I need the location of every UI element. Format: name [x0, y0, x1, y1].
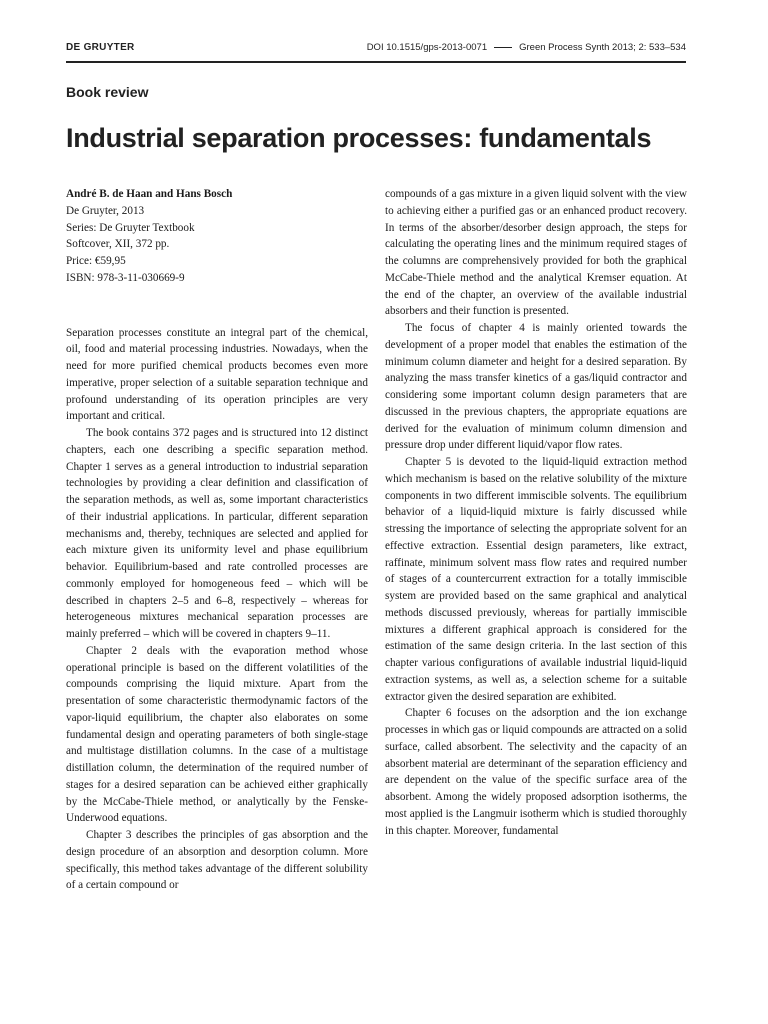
body-paragraph: The focus of chapter 4 is mainly oriented towards the development of a proper model that enables the estimation of the minimum column diameter and height for a desired separation. By analyzing the mass transfer kinetics of a gas/liquid contractor and considering some important column design parameters that are discussed in the previous chapters, the appropriate equations are derived for the evaluation of minimum column dimension and pressure drop under different liquid/vapor flow rates. — [385, 322, 687, 452]
book-authors: André B. de Haan and Hans Bosch — [66, 188, 233, 200]
book-metadata — [66, 186, 368, 287]
citation-info — [367, 42, 686, 53]
publisher-name: DE GRUYTER — [66, 42, 135, 53]
book-isbn: ISBN: 978-3-11-030669-9 — [66, 271, 185, 284]
book-price: Price: €59,95 — [66, 255, 126, 267]
body-paragraph: Chapter 6 focuses on the adsorption and the ion exchange processes in which gas or liquid compounds are attracted on a solid surface, called absorbent. The selectivity and the capacity of an absorbent material are determinant of the separation efficiency and are dependent on the value of the specific surface area of the absorbent. Among the widely proposed adsorption isotherms, the most applied is the Langmuir isotherm which is studied thoroughly in this chapter. Moreover, fundamental — [385, 707, 687, 837]
doi: DOI 10.1515/gps-2013-0071 — [366, 42, 488, 53]
body-paragraph: Chapter 5 is devoted to the liquid-liquid extraction method which mechanism is based on the relative solubility of the mixture components in two different immiscible solvents. The equilibrium behavior of a liquid-liquid mixture is fairly discussed while stressing the importance of selecting the appropriate solvent for an effective extraction. Essential design parameters, like extract, raffinate, minimum solvent mass flow rates and required number of stages of a countercurrent extraction for a totally immiscible system are provided based on the same graphical and analytical methods discussed previously, whereas for partially immiscible mixtures a different graphical approach is considered for the estimation of the same design criteria. In the last section of this chapter various configurations of available industrial liquid-liquid extraction systems, as well as, a selection scheme for a suitable extractor given the desired separation are exhibited. — [385, 456, 687, 703]
body-paragraph: Chapter 3 describes the principles of gas absorption and the design procedure of an absorption and desorption column. More specifically, this method takes advantage of the different solubility of a certain compound or — [66, 829, 368, 892]
body-paragraph: compounds of a gas mixture in a given liquid solvent with the view to achieving either a purified gas or an enhanced product recovery. In terms of the absorber/desorber design approach, the steps for calculating the operating lines and the minimum required stages of the columns are comprehensively provided for both the graphical McCabe-Thiele method and the analytical Kremser equation. At the end of the chapter, an overview of the available industrial absorbers and their function is presented. — [385, 188, 687, 318]
left-column — [66, 186, 368, 894]
journal-reference: Green Process Synth 2013; 2: 533–534 — [519, 42, 686, 53]
book-series: Series: De Gruyter Textbook — [66, 221, 195, 234]
body-paragraph: The book contains 372 pages and is structured into 12 distinct chapters, each one describing a specific separation method. Chapter 1 serves as a general introduction to industrial separation technologies by providing a clear definition and classification of the separation methods, as well as, some important characteristics of their industrial applications. In particular, different separation mechanisms and, thereby, techniques are selected and applied for each mixture given its uniformity level and phase equilibrium behavior. Equilibrium-based and rate controlled processes are commonly employed for homogeneous feed – which will be described in chapters 2–5 and 6–8, respectively – whereas for heterogeneous mixtures mechanical separation processes are mainly preferred – which will be covered in chapters 9–11. — [66, 427, 368, 640]
metadata-spacer — [66, 287, 368, 325]
body-paragraph: Chapter 2 deals with the evaporation method whose operational principle is based on the different volatilities of the compounds comprising the liquid mixture. Apart from the presentation of some characteristic thermodynamic factors of the vapor-liquid equilibrium, the chapter also elaborates on some fundamental design and operating parameters of both single-stage and multistage distillation columns. In the case of a multistage distillation column, the determination of the required number of stages for a desired separation can be achieved either graphically by the McCabe-Thiele method, or analytically by the Fenske-Underwood equations. — [66, 644, 368, 825]
book-format: Softcover, XII, 372 pp. — [66, 238, 170, 251]
article-title: Industrial separation processes: fundamentals — [66, 123, 652, 153]
body-paragraph: Separation processes constitute an integral part of the chemical, oil, food and material processing industries. Nowadays, when the need for more purified chemical products becomes even more imperative, proper selection of a suitable separation technique and profound understanding of its operation principles are very important and critical. — [66, 326, 368, 423]
book-publisher: De Gruyter, 2013 — [66, 204, 145, 217]
header-rule — [66, 61, 686, 63]
page-header — [66, 40, 686, 58]
header-dash — [494, 47, 512, 48]
section-label: Book review — [66, 84, 149, 100]
right-column — [385, 186, 687, 839]
